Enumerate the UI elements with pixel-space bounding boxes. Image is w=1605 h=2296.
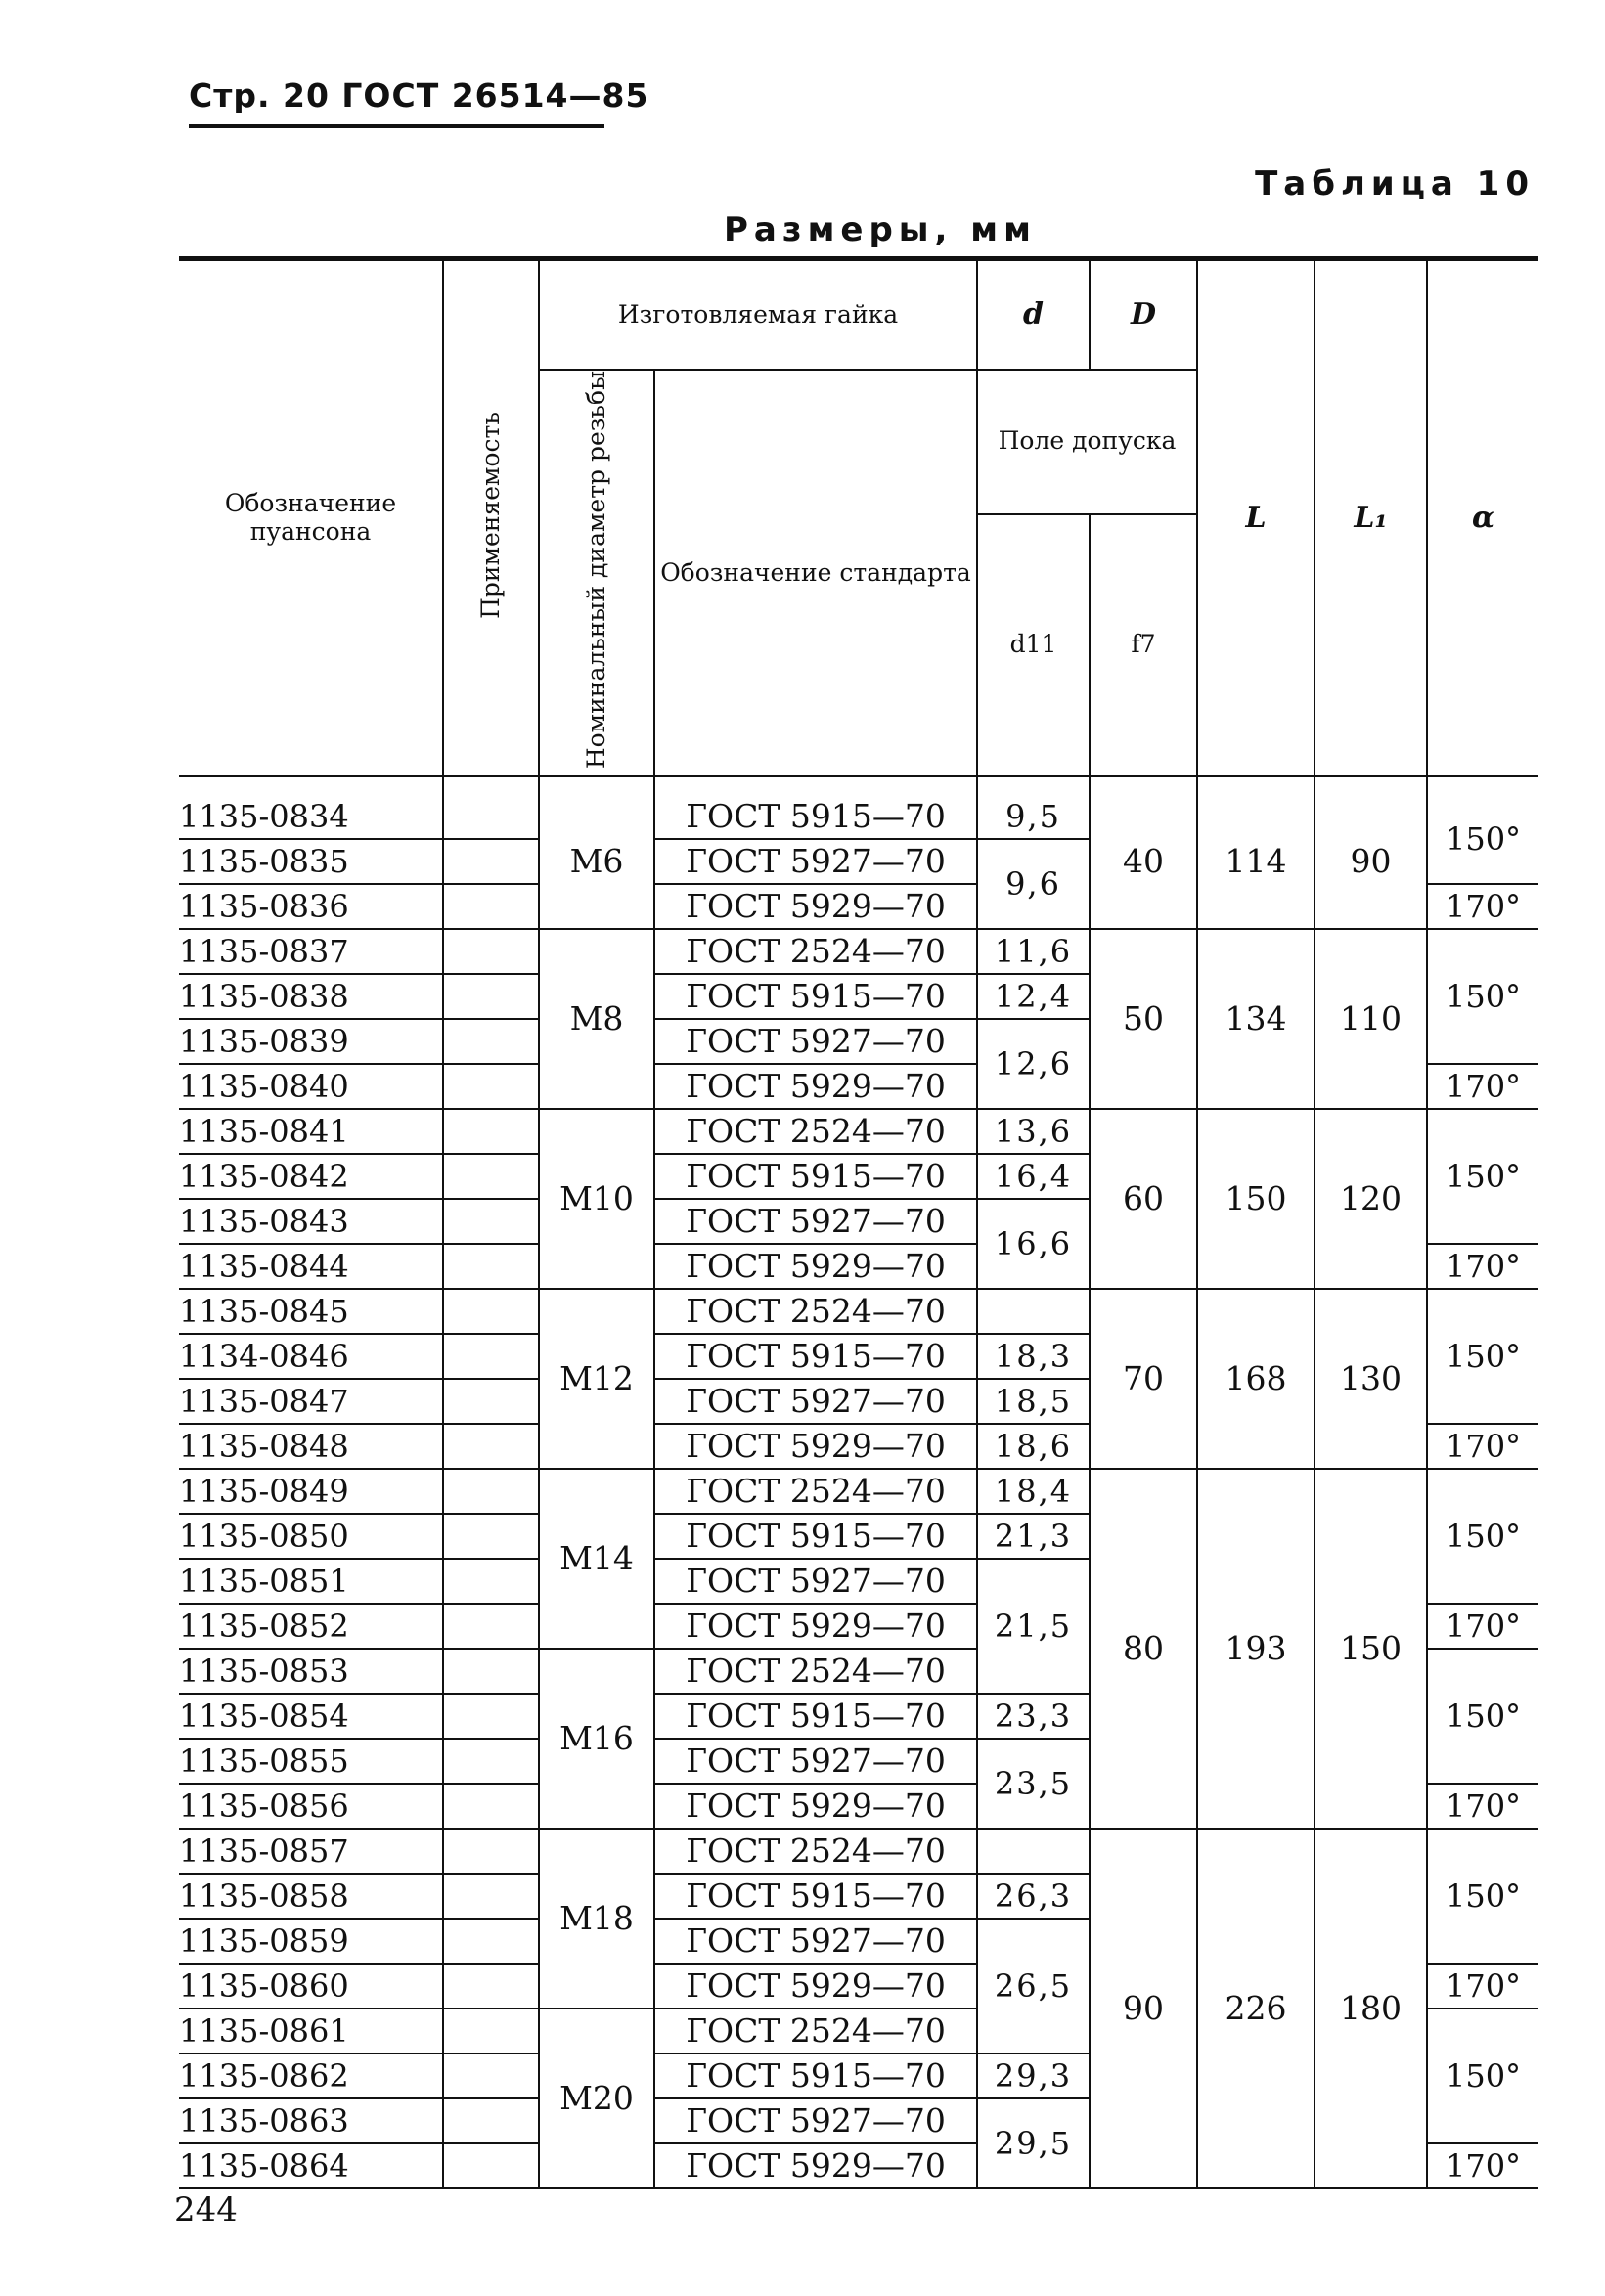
d-value: 18,4 xyxy=(977,1469,1090,1514)
standard: ГОСТ 2524—70 xyxy=(654,929,977,974)
alpha-value: 150° xyxy=(1427,1469,1538,1604)
punch-id: 1135-0854 xyxy=(179,1694,443,1739)
col-applicability: Применяемость xyxy=(443,259,539,776)
punch-id: 1135-0839 xyxy=(179,1019,443,1064)
D-value: 70 xyxy=(1090,1289,1197,1469)
punch-id: 1135-0835 xyxy=(179,839,443,884)
standard: ГОСТ 2524—70 xyxy=(654,1649,977,1694)
standard: ГОСТ 5929—70 xyxy=(654,1784,977,1829)
standard: ГОСТ 5927—70 xyxy=(654,1559,977,1604)
col-alpha: α xyxy=(1427,259,1538,776)
d-value: 23,3 xyxy=(977,1694,1090,1739)
L-value: 226 xyxy=(1197,1829,1315,2188)
d-value: 18,6 xyxy=(977,1424,1090,1469)
nominal-diameter: М10 xyxy=(539,1109,654,1289)
standard: ГОСТ 5929—70 xyxy=(654,1244,977,1289)
L-value: 134 xyxy=(1197,929,1315,1109)
D-value: 60 xyxy=(1090,1109,1197,1289)
D-value: 90 xyxy=(1090,1829,1197,2188)
standard: ГОСТ 5915—70 xyxy=(654,1874,977,1919)
d-value: 11,6 xyxy=(977,929,1090,974)
punch-id: 1135-0857 xyxy=(179,1829,443,1874)
col-nominal-diameter: Номинальный диаметр резьбы xyxy=(539,370,654,776)
L-value: 168 xyxy=(1197,1289,1315,1469)
standard: ГОСТ 5927—70 xyxy=(654,1199,977,1244)
d-value: 16,4 xyxy=(977,1154,1090,1199)
punch-id: 1135-0864 xyxy=(179,2143,443,2188)
punch-id: 1134-0846 xyxy=(179,1334,443,1379)
d-value: 9,6 xyxy=(977,839,1090,929)
punch-id: 1135-0855 xyxy=(179,1739,443,1784)
d-value: 13,6 xyxy=(977,1109,1090,1154)
standard: ГОСТ 2524—70 xyxy=(654,1469,977,1514)
alpha-value: 150° xyxy=(1427,1289,1538,1424)
nominal-diameter: М18 xyxy=(539,1829,654,2009)
col-L1: L₁ xyxy=(1315,259,1427,776)
L-value: 150 xyxy=(1197,1109,1315,1289)
standard: ГОСТ 2524—70 xyxy=(654,1109,977,1154)
punch-id: 1135-0850 xyxy=(179,1514,443,1559)
L1-value: 130 xyxy=(1315,1289,1427,1469)
punch-id: 1135-0842 xyxy=(179,1154,443,1199)
alpha-value: 170° xyxy=(1427,1064,1538,1109)
standard: ГОСТ 5927—70 xyxy=(654,1379,977,1424)
alpha-value: 170° xyxy=(1427,1964,1538,2009)
d-value: 18,5 xyxy=(977,1379,1090,1424)
alpha-value: 150° xyxy=(1427,1109,1538,1244)
L-value: 114 xyxy=(1197,795,1315,929)
nominal-diameter: М20 xyxy=(539,2009,654,2188)
standard: ГОСТ 5927—70 xyxy=(654,1019,977,1064)
L-value: 193 xyxy=(1197,1469,1315,1829)
d-value: 29,3 xyxy=(977,2053,1090,2098)
col-d-tolerance: d11 xyxy=(977,514,1090,776)
punch-id: 1135-0851 xyxy=(179,1559,443,1604)
col-D-tolerance: f7 xyxy=(1090,514,1197,776)
standard: ГОСТ 5915—70 xyxy=(654,1334,977,1379)
punch-id: 1135-0844 xyxy=(179,1244,443,1289)
standard: ГОСТ 5915—70 xyxy=(654,1154,977,1199)
nominal-diameter: М14 xyxy=(539,1469,654,1649)
table-subtitle: Размеры, мм xyxy=(724,210,1037,249)
page-number: 244 xyxy=(174,2190,238,2230)
punch-id: 1135-0863 xyxy=(179,2098,443,2143)
nominal-diameter: М12 xyxy=(539,1289,654,1469)
table-number: Таблица 10 xyxy=(1255,164,1535,203)
punch-id: 1135-0859 xyxy=(179,1919,443,1964)
dimensions-table xyxy=(179,256,1538,2189)
standard: ГОСТ 5915—70 xyxy=(654,1694,977,1739)
L1-value: 120 xyxy=(1315,1109,1427,1289)
standard: ГОСТ 5927—70 xyxy=(654,839,977,884)
alpha-value: 150° xyxy=(1427,929,1538,1064)
alpha-value: 170° xyxy=(1427,884,1538,929)
alpha-value: 170° xyxy=(1427,1244,1538,1289)
d-value: 21,5 xyxy=(977,1559,1090,1694)
standard: ГОСТ 5927—70 xyxy=(654,2098,977,2143)
col-tolerance-field: Поле допуска xyxy=(977,370,1197,514)
standard: ГОСТ 5915—70 xyxy=(654,1514,977,1559)
standard: ГОСТ 5929—70 xyxy=(654,1604,977,1649)
punch-id: 1135-0847 xyxy=(179,1379,443,1424)
punch-id: 1135-0841 xyxy=(179,1109,443,1154)
alpha-value: 150° xyxy=(1427,2009,1538,2143)
nominal-diameter: М16 xyxy=(539,1649,654,1829)
punch-id: 1135-0838 xyxy=(179,974,443,1019)
alpha-value: 150° xyxy=(1427,1829,1538,1964)
standard: ГОСТ 5929—70 xyxy=(654,1964,977,2009)
col-punch: Обозначение пуансона xyxy=(179,259,443,776)
punch-id: 1135-0853 xyxy=(179,1649,443,1694)
standard: ГОСТ 5927—70 xyxy=(654,1919,977,1964)
standard: ГОСТ 5929—70 xyxy=(654,884,977,929)
d-value: 12,4 xyxy=(977,974,1090,1019)
d-value: 16,6 xyxy=(977,1199,1090,1289)
col-nut-group: Изготовляемая гайка xyxy=(539,259,977,371)
col-d: d xyxy=(977,259,1090,371)
standard: ГОСТ 2524—70 xyxy=(654,1289,977,1334)
punch-id: 1135-0849 xyxy=(179,1469,443,1514)
punch-id: 1135-0858 xyxy=(179,1874,443,1919)
col-D: D xyxy=(1090,259,1197,371)
alpha-value: 170° xyxy=(1427,1784,1538,1829)
nominal-diameter: М6 xyxy=(539,795,654,929)
d-value: 29,5 xyxy=(977,2098,1090,2188)
col-L: L xyxy=(1197,259,1315,776)
page-header: Стр. 20 ГОСТ 26514—85 xyxy=(189,76,649,114)
alpha-value: 150° xyxy=(1427,795,1538,884)
standard: ГОСТ 5915—70 xyxy=(654,2053,977,2098)
punch-id: 1135-0837 xyxy=(179,929,443,974)
alpha-value: 170° xyxy=(1427,1604,1538,1649)
d-value: 26,3 xyxy=(977,1874,1090,1919)
punch-id: 1135-0840 xyxy=(179,1064,443,1109)
L1-value: 110 xyxy=(1315,929,1427,1109)
header-rule xyxy=(189,124,604,128)
standard: ГОСТ 5929—70 xyxy=(654,2143,977,2188)
L1-value: 90 xyxy=(1315,795,1427,929)
standard: ГОСТ 2524—70 xyxy=(654,1829,977,1874)
nominal-diameter: М8 xyxy=(539,929,654,1109)
alpha-value: 170° xyxy=(1427,1424,1538,1469)
standard: ГОСТ 5915—70 xyxy=(654,974,977,1019)
D-value: 50 xyxy=(1090,929,1197,1109)
alpha-value: 150° xyxy=(1427,1649,1538,1784)
punch-id: 1135-0845 xyxy=(179,1289,443,1334)
punch-id: 1135-0834 xyxy=(179,795,443,839)
standard: ГОСТ 2524—70 xyxy=(654,2009,977,2053)
punch-id: 1135-0856 xyxy=(179,1784,443,1829)
punch-id: 1135-0861 xyxy=(179,2009,443,2053)
L1-value: 150 xyxy=(1315,1469,1427,1829)
L1-value: 180 xyxy=(1315,1829,1427,2188)
punch-id: 1135-0862 xyxy=(179,2053,443,2098)
col-standard: Обозначение стандарта xyxy=(654,370,977,776)
d-value: 21,3 xyxy=(977,1514,1090,1559)
punch-id: 1135-0843 xyxy=(179,1199,443,1244)
D-value: 40 xyxy=(1090,795,1197,929)
standard: ГОСТ 5915—70 xyxy=(654,795,977,839)
punch-id: 1135-0836 xyxy=(179,884,443,929)
punch-id: 1135-0860 xyxy=(179,1964,443,2009)
standard: ГОСТ 5927—70 xyxy=(654,1739,977,1784)
standard: ГОСТ 5929—70 xyxy=(654,1064,977,1109)
d-value: 23,5 xyxy=(977,1739,1090,1829)
punch-id: 1135-0852 xyxy=(179,1604,443,1649)
d-value: 12,6 xyxy=(977,1019,1090,1109)
d-value: 26,5 xyxy=(977,1919,1090,2053)
d-value: 18,3 xyxy=(977,1334,1090,1379)
d-value: 9,5 xyxy=(977,795,1090,839)
D-value: 80 xyxy=(1090,1469,1197,1829)
punch-id: 1135-0848 xyxy=(179,1424,443,1469)
alpha-value: 170° xyxy=(1427,2143,1538,2188)
standard: ГОСТ 5929—70 xyxy=(654,1424,977,1469)
